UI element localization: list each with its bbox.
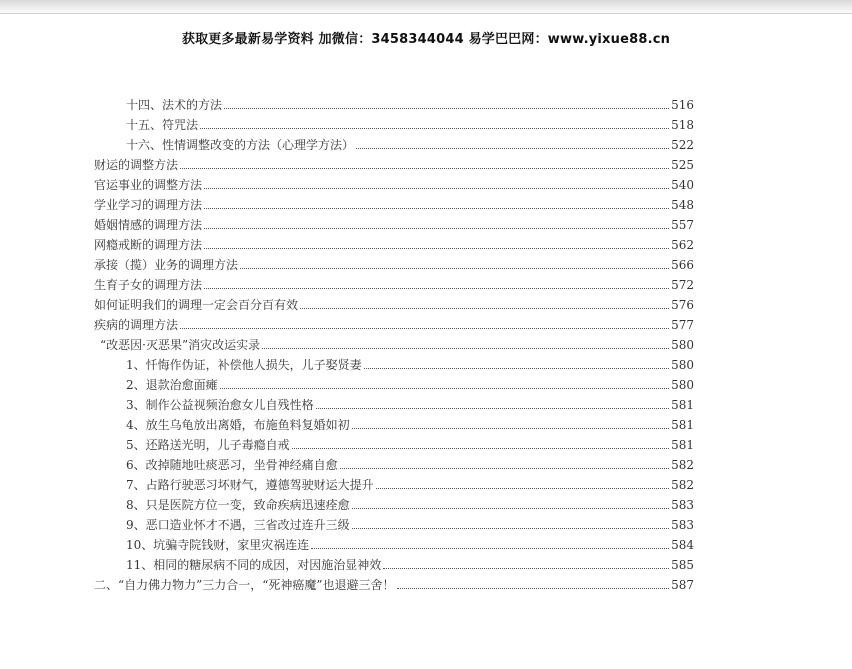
toc-leader-dots [311,547,669,549]
toc-entry-page-number: 581 [671,418,694,432]
toc-entry-page-number: 584 [671,538,694,552]
toc-entry-page-number: 548 [671,198,694,212]
toc-entry-page-number: 525 [671,158,694,172]
toc-leader-dots [364,367,669,369]
toc-leader-dots [352,427,669,429]
toc-leader-dots [204,247,669,249]
toc-entry-page-number: 576 [671,298,694,312]
toc-entry [94,433,694,453]
toc-entry-title: 6、改掉随地吐痰恶习，坐骨神经痛自愈 [126,458,338,472]
toc-leader-dots [204,227,669,229]
toc-entry-title: 10、坑骗寺院钱财，家里灾祸连连 [126,538,310,552]
scan-top-line [0,13,852,14]
toc-entry-title: 4、放生乌龟放出离婚，布施鱼料复婚如初 [126,418,350,432]
toc-entry-title: 十六、性情调整改变的方法（心理学方法） [126,138,355,152]
toc-entry [94,493,694,513]
toc-entry [94,273,694,293]
toc-entry-page-number: 583 [671,498,694,512]
toc-entry-page-number: 582 [671,478,694,492]
toc-entry-title: 十五、符咒法 [126,118,199,132]
toc-entry [94,353,694,373]
toc-leader-dots [300,307,669,309]
toc-entry-page-number: 562 [671,238,694,252]
toc-entry-title: 8、只是医院方位一变，致命疾病迅速痊愈 [126,498,350,512]
toc-entry-page-number: 587 [671,578,694,592]
toc-leader-dots [200,127,669,129]
toc-entry-title: 11、相同的糖尿病不同的成因，对因施治显神效 [126,558,382,572]
toc-entry-page-number: 522 [671,138,694,152]
toc-leader-dots [352,527,669,529]
toc-entry [94,533,694,553]
toc-entry-title: 7、占路行驶恶习坏财气，遵德驾驶财运大提升 [126,478,374,492]
toc-entry-title: 生育子女的调理方法 [94,278,203,292]
toc-entry-title: 2、退款治愈面瘫 [126,378,218,392]
toc-entry-page-number: 581 [671,438,694,452]
toc-entry [94,93,694,113]
toc-entry-page-number: 580 [671,338,694,352]
toc-entry-page-number: 582 [671,458,694,472]
toc-leader-dots [180,327,669,329]
toc-leader-dots [204,207,669,209]
toc-entry [94,513,694,533]
scan-top-edge [0,0,852,14]
page-header: 获取更多最新易学资料 加微信：3458344044 易学巴巴网：www.yixue88.cn [181,32,671,47]
toc-entry [94,553,694,573]
toc-entry-page-number: 581 [671,398,694,412]
toc-entry-title: 3、制作公益视频治愈女儿自残性格 [126,398,314,412]
table-of-contents [94,93,694,593]
toc-entry [94,193,694,213]
toc-entry-page-number: 583 [671,518,694,532]
toc-entry-page-number: 540 [671,178,694,192]
toc-entry [94,253,694,273]
toc-entry [94,233,694,253]
toc-entry [94,313,694,333]
toc-leader-dots [383,567,669,569]
toc-entry-page-number: 516 [671,98,694,112]
toc-entry [94,333,694,353]
toc-leader-dots [240,267,669,269]
toc-entry [94,293,694,313]
toc-entry-title: 二、“自力佛力物力”三力合一，“死神癌魔”也退避三舍！ [94,578,395,592]
toc-entry [94,173,694,193]
toc-entry [94,133,694,153]
toc-entry [94,153,694,173]
toc-entry [94,473,694,493]
toc-leader-dots [292,447,669,449]
toc-entry [94,113,694,133]
toc-leader-dots [340,467,669,469]
toc-entry-title: 网瘾戒断的调理方法 [94,238,203,252]
toc-leader-dots [220,387,669,389]
toc-entry-page-number: 580 [671,378,694,392]
toc-entry [94,573,694,593]
toc-leader-dots [204,287,669,289]
toc-leader-dots [376,487,669,489]
toc-entry-title: “改恶因·灭恶果”消灾改运实录 [100,338,261,352]
toc-entry-page-number: 557 [671,218,694,232]
toc-entry-title: 疾病的调理方法 [94,318,179,332]
toc-entry-page-number: 518 [671,118,694,132]
toc-entry-title: 如何证明我们的调理一定会百分百有效 [94,298,299,312]
toc-entry-title: 婚姻情感的调理方法 [94,218,203,232]
toc-leader-dots [224,107,669,109]
toc-entry-page-number: 580 [671,358,694,372]
toc-entry [94,393,694,413]
toc-entry-title: 十四、法术的方法 [126,98,223,112]
toc-leader-dots [352,507,669,509]
toc-leader-dots [356,147,669,149]
toc-entry [94,213,694,233]
toc-entry-page-number: 577 [671,318,694,332]
toc-entry [94,413,694,433]
toc-entry-title: 官运事业的调整方法 [94,178,203,192]
toc-entry-title: 5、还路送光明，儿子毒瘾自戒 [126,438,290,452]
toc-leader-dots [204,187,669,189]
toc-entry-title: 学业学习的调理方法 [94,198,203,212]
toc-entry-title: 财运的调整方法 [94,158,179,172]
toc-entry-title: 承接（揽）业务的调理方法 [94,258,239,272]
toc-entry-title: 1、忏悔作伪证，补偿他人损失，儿子娶贤妻 [126,358,362,372]
toc-entry-page-number: 566 [671,258,694,272]
toc-entry [94,453,694,473]
toc-leader-dots [397,587,670,589]
toc-entry-title: 9、恶口造业怀才不遇，三省改过连升三级 [126,518,350,532]
toc-leader-dots [262,347,669,349]
toc-leader-dots [180,167,669,169]
toc-entry-page-number: 585 [671,558,694,572]
toc-entry [94,373,694,393]
toc-entry-page-number: 572 [671,278,694,292]
toc-leader-dots [316,407,669,409]
